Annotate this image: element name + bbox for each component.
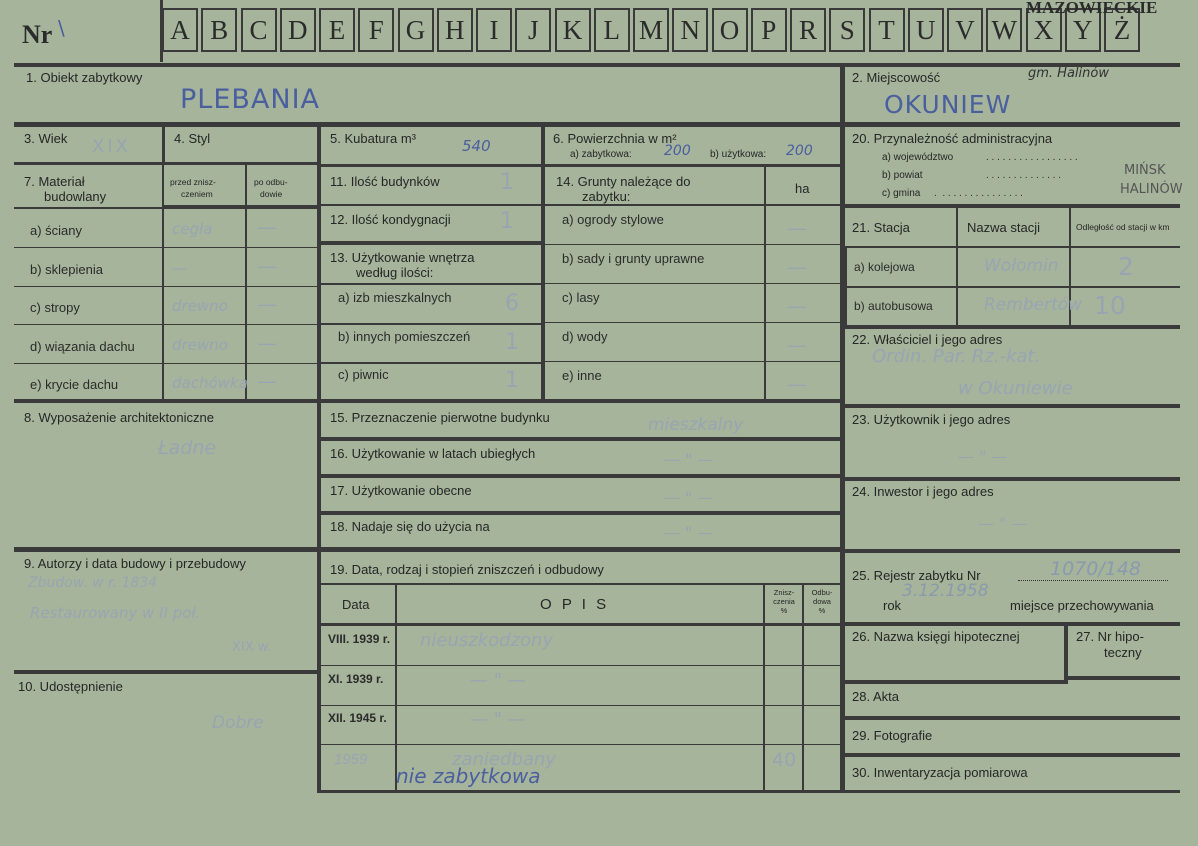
field-19-col-destruction-2: czenia xyxy=(773,597,795,606)
field-9-line2: Restaurowany w II poł. xyxy=(30,604,201,622)
line-25-top xyxy=(845,549,1180,553)
field-23-label: 23. Użytkownik i jego adres xyxy=(852,412,1011,427)
field-19-label: 19. Data, rodzaj i stopień zniszczeń i odbudowy xyxy=(330,562,604,577)
field-25-place-label: miejsce przechowywania xyxy=(1010,598,1154,613)
field-7-row-after-mark: — xyxy=(258,255,276,276)
field-14-row-label: a) ogrody stylowe xyxy=(562,212,664,227)
field-13-row-line xyxy=(321,362,541,364)
alphabet-letter: B xyxy=(201,8,237,52)
field-14-row-label: d) wody xyxy=(562,329,608,344)
line-12-top xyxy=(321,204,541,206)
field-13-label-2: według ilości: xyxy=(356,265,434,280)
alphabet-letter: G xyxy=(398,8,434,52)
field-20b-label: b) powiat xyxy=(882,170,923,181)
field-7-row-after-mark: — xyxy=(258,371,276,392)
field-19-note: nie zabytkowa xyxy=(396,764,541,788)
field-21-row-distance: 10 xyxy=(1094,291,1126,320)
field-8-label: 8. Wyposażenie architektoniczne xyxy=(24,410,214,425)
field-19-row-line xyxy=(321,744,840,745)
field-5-label: 5. Kubatura m³ xyxy=(330,131,416,146)
field-20c-value: HALINÓW xyxy=(1120,182,1183,197)
field-21-col-divider-1 xyxy=(956,208,958,326)
field-14-row-mark: — xyxy=(788,296,806,316)
field-20a-label: a) województwo xyxy=(882,152,954,163)
field-19-col-destruction xyxy=(767,588,801,615)
field-14-row-label: e) inne xyxy=(562,368,602,383)
field-25-value: 1070/148 xyxy=(1050,558,1142,580)
field-27-label-2: teczny xyxy=(1104,645,1142,660)
field-19-col-div-3 xyxy=(802,583,804,791)
line-14-top xyxy=(545,164,840,167)
field-19-row-destruction-pct: 40 xyxy=(772,748,797,771)
alphabet-letter: P xyxy=(751,8,787,52)
alphabet-letter: K xyxy=(555,8,591,52)
alphabet-letter: U xyxy=(908,8,944,52)
field-19-col-rebuild-3: % xyxy=(818,606,826,615)
field-14-unit: ha xyxy=(795,181,810,196)
field-7-row-after-mark: — xyxy=(258,332,276,353)
field-16-value: — " — xyxy=(664,450,714,469)
field-9-line1: Zbudow. w r. 1834 xyxy=(28,575,158,591)
field-15-value: mieszkalny xyxy=(648,415,744,435)
alphabet-letter: C xyxy=(241,8,277,52)
line-28-top-left xyxy=(845,680,1068,684)
field-19-header-bottom xyxy=(321,623,840,626)
field-19-row-date: VIII. 1939 r. xyxy=(328,632,391,646)
field-19-col-rebuild xyxy=(805,588,839,615)
field-2-label: 2. Miejscowość xyxy=(852,70,941,85)
field-14-row-label: c) lasy xyxy=(562,290,600,305)
field-11-value: 1 xyxy=(500,170,514,195)
field-6b-value: 200 xyxy=(786,143,813,159)
line-29-top xyxy=(845,716,1180,720)
field-3-value: XIX xyxy=(92,136,131,157)
line-13-top xyxy=(321,241,541,245)
field-1-label: 1. Obiekt zabytkowy xyxy=(26,70,143,85)
field-7-row-value: drewno xyxy=(172,297,228,316)
field-19-col-date: Data xyxy=(342,597,370,612)
field-19-row-line xyxy=(321,665,840,666)
field-3-label: 3. Wiek xyxy=(24,131,68,146)
frame-top xyxy=(14,63,1180,67)
field-26-label: 26. Nazwa księgi hipotecznej xyxy=(852,629,1020,644)
frame-row1-right xyxy=(845,122,1180,127)
field-14-row-label: b) sady i grunty uprawne xyxy=(562,251,705,266)
alphabet-letter: F xyxy=(358,8,394,52)
nr-mark: \ xyxy=(58,16,65,40)
field-19-col-div-2 xyxy=(763,583,765,791)
field-6b-label: b) użytkowa: xyxy=(710,149,767,160)
field-16-label: 16. Użytkowanie w latach ubiegłych xyxy=(330,446,536,461)
field-14-row-mark: — xyxy=(788,374,806,394)
line-24-top xyxy=(845,477,1180,481)
field-25-label: 25. Rejestr zabytku Nr xyxy=(852,568,981,583)
field-21-header-line xyxy=(845,246,1180,248)
field-28-label: 28. Akta xyxy=(852,689,899,704)
field-7-row-label: a) ściany xyxy=(30,223,83,238)
field-12-label: 12. Ilość kondygnacji xyxy=(330,212,451,227)
line-13-header xyxy=(321,283,541,285)
field-12-value: 1 xyxy=(500,209,514,234)
field-7-row-line-0 xyxy=(14,207,317,209)
field-19-col-destruction-1: Znisz- xyxy=(773,588,795,597)
field-2-value: OKUNIEW xyxy=(884,90,1012,119)
field-13-row-value: 6 xyxy=(505,291,519,316)
field-14-label-2: zabytku: xyxy=(582,189,631,204)
field-7-label-1: 7. Materiał xyxy=(24,174,85,189)
field-19-col-rebuild-2: dowa xyxy=(813,597,831,606)
field-21-label: 21. Stacja xyxy=(852,220,910,235)
field-9-label: 9. Autorzy i data budowy i przebudowy xyxy=(24,556,246,571)
field-22-line2: w Okuniewie xyxy=(958,378,1073,399)
field-19-row-date: XII. 1945 r. xyxy=(328,711,387,725)
alphabet-letter: I xyxy=(476,8,512,52)
field-19-bottom xyxy=(321,790,840,793)
alphabet-letter: X xyxy=(1026,8,1062,52)
field-24-value: — " — xyxy=(978,514,1028,533)
line-19-top xyxy=(321,547,840,552)
field-7-row-after-mark: — xyxy=(258,217,276,237)
field-20b-value: MIŃSK xyxy=(1124,163,1166,178)
line-30-top xyxy=(845,753,1180,757)
field-13-row-label: a) izb mieszkalnych xyxy=(338,290,452,305)
alphabet-letter: E xyxy=(319,8,355,52)
alphabet-letter: M xyxy=(633,8,669,52)
line-10-top xyxy=(14,670,317,674)
field-30-label: 30. Inwentaryzacja pomiarowa xyxy=(852,765,1028,780)
field-11-label: 11. Ilość budynków xyxy=(330,174,440,189)
nr-label: Nr xyxy=(22,20,53,49)
field-7-row-line xyxy=(14,363,317,364)
field-7-col-before-1: przed znisz- xyxy=(170,177,216,187)
field-19-row-date: 1959 xyxy=(334,750,368,768)
field-21-row-label: a) kolejowa xyxy=(854,260,915,274)
field-13-row-label: b) innych pomieszczeń xyxy=(338,328,471,344)
field-7-row-value: drewno xyxy=(172,335,228,354)
field-21-row-station: Wołomin xyxy=(984,256,1059,276)
field-24-label: 24. Inwestor i jego adres xyxy=(852,484,994,499)
line-7-top xyxy=(14,162,317,165)
alphabet-letter: W xyxy=(986,8,1022,52)
field-13-row-value: 1 xyxy=(505,368,519,393)
field-14-row-mark: — xyxy=(788,257,806,277)
field-20c-dots: . . . . . . . . . . . . . . . . xyxy=(934,188,1023,199)
field-19-row-line xyxy=(321,705,840,706)
field-13-row-label: c) piwnic xyxy=(338,367,389,382)
line-16-top xyxy=(321,437,840,441)
alphabet-letter: O xyxy=(712,8,748,52)
field-25-dotline xyxy=(1018,580,1168,581)
line-17-top xyxy=(321,474,840,478)
field-15-label: 15. Przeznaczenie pierwotne budynku xyxy=(330,410,550,425)
field-19-col-rebuild-1: Odbu- xyxy=(811,588,833,597)
field-10-label: 10. Udostępnienie xyxy=(18,679,123,694)
field-1-value: PLEBANIA xyxy=(180,84,321,115)
field-19-row-desc: nieuszkodzony xyxy=(420,630,554,651)
field-21-col-distance: Odległość od stacji w km xyxy=(1076,222,1170,232)
field-18-value: — " — xyxy=(664,523,714,542)
field-21-row-label: b) autobusowa xyxy=(854,299,933,313)
alphabet-letter: R xyxy=(790,8,826,52)
frame-row1 xyxy=(14,122,840,127)
frame-middle-column xyxy=(317,127,321,793)
field-6-label: 6. Powierzchnia w m² xyxy=(553,131,677,146)
field-7-row-value: dachówka xyxy=(172,374,248,393)
field-14-label-1: 14. Grunty należące do xyxy=(556,174,691,189)
alphabet-letter: H xyxy=(437,8,473,52)
field-20a-dots: . . . . . . . . . . . . . . . . . xyxy=(986,152,1078,163)
field-20-label: 20. Przynależność administracyjna xyxy=(852,131,1053,146)
field-14-row-line xyxy=(545,244,840,245)
field-2-note: gm. Halinów xyxy=(1028,66,1109,81)
field-21-col-name: Nazwa stacji xyxy=(967,220,1040,235)
field-19-row-date: XI. 1939 r. xyxy=(328,671,384,686)
field-14-row-mark: — xyxy=(788,218,806,238)
field-29-label: 29. Fotografie xyxy=(852,728,933,743)
field-9-line3: XIX w. xyxy=(232,640,272,655)
region-stamp: MAZOWIECKIE xyxy=(1026,0,1158,17)
field-21-row-line xyxy=(845,286,1180,288)
alphabet-letter: A xyxy=(162,8,198,52)
field-25-year-label: rok xyxy=(883,598,902,613)
alphabet-letter: Ż xyxy=(1104,8,1140,52)
field-25-year-value: 3.12.1958 xyxy=(902,581,989,601)
field-10-value: Dobre xyxy=(212,713,264,733)
field-14-row-line xyxy=(545,322,840,323)
field-20c-label: c) gmina xyxy=(882,188,921,199)
field-17-label: 17. Użytkowanie obecne xyxy=(330,483,472,498)
line-14-header xyxy=(545,204,840,206)
field-21-row-distance: 2 xyxy=(1118,252,1134,281)
field-22-line1: Ordin. Par. Rz.-kat. xyxy=(872,346,1041,367)
divider-11-14 xyxy=(541,127,545,399)
field-22-label: 22. Właściciel i jego adres xyxy=(852,332,1003,347)
field-4-label: 4. Styl xyxy=(174,131,211,146)
field-13-label-1: 13. Użytkowanie wnętrza xyxy=(330,250,475,265)
divider-3-4 xyxy=(162,127,165,162)
field-7-col-divider-2 xyxy=(245,165,247,399)
field-20b-dots: . . . . . . . . . . . . . . xyxy=(986,170,1062,181)
field-8-value: Ładne xyxy=(158,437,217,459)
field-14-row-mark: — xyxy=(788,335,806,355)
field-14-row-line xyxy=(545,283,840,284)
field-7-label-2: budowlany xyxy=(44,189,107,204)
field-7-row-label: c) stropy xyxy=(30,300,80,316)
line-21-top xyxy=(845,204,1180,208)
line-22-top xyxy=(845,325,1180,329)
field-7-row-value: — xyxy=(172,258,187,277)
field-19-col-destruction-3: % xyxy=(780,606,788,615)
field-7-row-value: cegła xyxy=(172,220,213,238)
field-7-row-label: d) wiązania dachu xyxy=(30,338,135,354)
alphabet-letter: N xyxy=(672,8,708,52)
line-9-top xyxy=(14,547,317,552)
line-23-top xyxy=(845,404,1180,408)
field-19-row-desc: — " — xyxy=(470,709,526,730)
alphabet-letter: L xyxy=(594,8,630,52)
field-7-row-label: e) krycie dachu xyxy=(30,377,119,393)
alphabet-letter: Y xyxy=(1065,8,1101,52)
alphabet-letter: J xyxy=(515,8,551,52)
field-7-row-line xyxy=(14,286,317,287)
field-23-value: — " — xyxy=(958,447,1008,466)
field-7-row-line xyxy=(14,324,317,325)
field-18-label: 18. Nadaje się do użycia na xyxy=(330,519,490,534)
field-7-row-label: b) sklepienia xyxy=(30,261,103,277)
field-6a-value: 200 xyxy=(664,143,691,159)
field-14-row-line xyxy=(545,361,840,362)
field-6a-label: a) zabytkowa: xyxy=(570,149,632,160)
field-13-row-line xyxy=(321,323,541,325)
line-18-top xyxy=(321,511,840,515)
field-7-row-after-mark: — xyxy=(258,294,276,315)
line-15-top xyxy=(321,399,840,403)
alphabet-letter: D xyxy=(280,8,316,52)
line-8-top xyxy=(14,399,317,403)
field-7-col-before-2: czeniem xyxy=(181,189,213,199)
field-19-col-desc: O P I S xyxy=(540,596,610,613)
field-7-col-after-2: dowie xyxy=(260,189,283,199)
field-27-label-1: 27. Nr hipo- xyxy=(1076,629,1144,644)
field-21-left-edge xyxy=(845,246,847,326)
field-7-col-divider-1 xyxy=(162,165,164,399)
field-7-row-line xyxy=(14,247,317,248)
field-26-27-divider xyxy=(1064,626,1068,682)
line-11-top xyxy=(321,164,541,167)
field-17-value: — " — xyxy=(664,488,714,507)
alphabet-letter: T xyxy=(869,8,905,52)
line-28-top-right xyxy=(1068,676,1180,680)
field-21-row-station: Rembertów xyxy=(984,295,1083,315)
alphabet-letter: V xyxy=(947,8,983,52)
alphabet-letter: S xyxy=(829,8,865,52)
line-30-bottom xyxy=(845,790,1180,793)
field-19-row-desc: — " — xyxy=(470,669,526,691)
field-5-value: 540 xyxy=(462,137,491,155)
field-19-row-desc: zaniedbany xyxy=(452,748,556,770)
field-19-col-div-1 xyxy=(395,583,397,791)
field-13-row-value: 1 xyxy=(505,329,519,355)
line-26-top xyxy=(845,622,1180,626)
field-7-col-after-1: po odbu- xyxy=(254,177,288,187)
